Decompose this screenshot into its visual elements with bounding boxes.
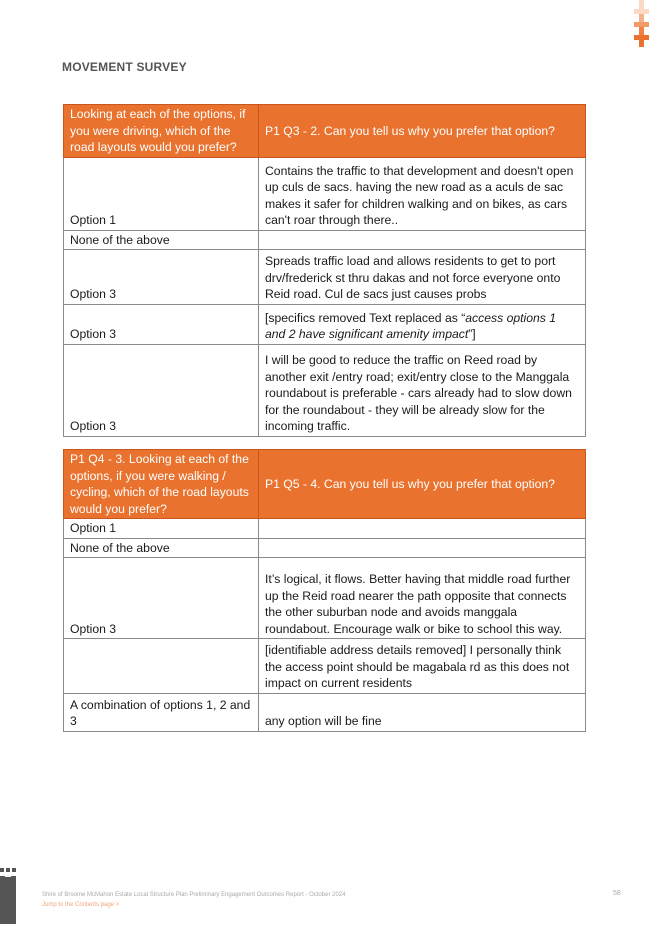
reason-header: P1 Q3 - 2. Can you tell us why you prefer that option? (259, 105, 586, 158)
option-cell: None of the above (64, 230, 259, 250)
question-header: P1 Q4 - 3. Looking at each of the options, if you were walking / cycling, which of the road layouts would you prefer? (64, 450, 259, 519)
option-cell: A combination of options 1, 2 and 3 (64, 693, 259, 731)
option-cell: Option 3 (64, 344, 259, 436)
reason-cell (259, 230, 586, 250)
option-cell: Option 1 (64, 519, 259, 539)
reason-suffix: ”] (468, 327, 476, 341)
table-row (64, 558, 586, 639)
contents-link[interactable]: Jump to the Contents page > (42, 902, 120, 908)
driving-preference-table (63, 104, 586, 437)
table-row (64, 693, 586, 731)
reason-cell: any option will be fine (259, 693, 586, 731)
option-cell: Option 3 (64, 250, 259, 305)
table-header-row (64, 105, 586, 158)
table-row (64, 230, 586, 250)
decorative-orange-cross-icon (631, 0, 653, 50)
reason-cell (259, 538, 586, 558)
question-header: Looking at each of the options, if you were driving, which of the road layouts would you prefer? (64, 105, 259, 158)
table-row (64, 304, 586, 344)
reason-cell (259, 304, 586, 344)
reason-header: P1 Q5 - 4. Can you tell us why you prefer that option? (259, 450, 586, 519)
table-header-row (64, 450, 586, 519)
table-row (64, 519, 586, 539)
reason-cell: I will be good to reduce the traffic on Reed road by another exit /entry road; exit/entry close to the Manggala roundabout is preferable - cars already had to slow down for the roundabout - they will be already slow for the incoming traffic. (259, 344, 586, 436)
walking-preference-table (63, 449, 586, 732)
decorative-grey-bar-icon (0, 868, 17, 924)
reason-italic-quote: access options 1 and 2 have significant amenity impact (265, 310, 557, 341)
option-cell: Option 3 (64, 304, 259, 344)
table-row (64, 538, 586, 558)
table-row (64, 344, 586, 436)
option-cell (64, 639, 259, 694)
option-cell: None of the above (64, 538, 259, 558)
option-cell: Option 3 (64, 558, 259, 639)
reason-cell: It’s logical, it flows. Better having that middle road further up the Reid road nearer the path opposite that connects the other suburban node and avoids manggala roundabout. Encourage walk or bike to school this way. (259, 558, 586, 639)
page-number: 58 (613, 890, 621, 897)
reason-prefix: [specifics removed Text replaced as “ (265, 310, 466, 325)
reason-cell: [identifiable address details removed] I personally think the access point should be magabala rd as this does not impact on current residents (259, 639, 586, 694)
table-row (64, 639, 586, 694)
footer-document-title: Shire of Broome McMahon Estate Local Structure Plan Preliminary Engagement Outcomes Report - October 2024 (42, 892, 346, 898)
page-heading: MOVEMENT SURVEY (62, 60, 187, 74)
reason-cell: Contains the traffic to that development and doesn't open up culs de sacs. having the new road as a aculs de sac makes it safer for children walking and on bikes, as cars can't roar through there.. (259, 157, 586, 230)
reason-cell: Spreads traffic load and allows residents to get to port drv/frederick st thru dakas and not force everyone onto Reid road. Cul de sacs just causes probs (259, 250, 586, 305)
option-cell: Option 1 (64, 157, 259, 230)
reason-cell (259, 519, 586, 539)
page-footer (42, 890, 345, 910)
table-row (64, 250, 586, 305)
table-row (64, 157, 586, 230)
